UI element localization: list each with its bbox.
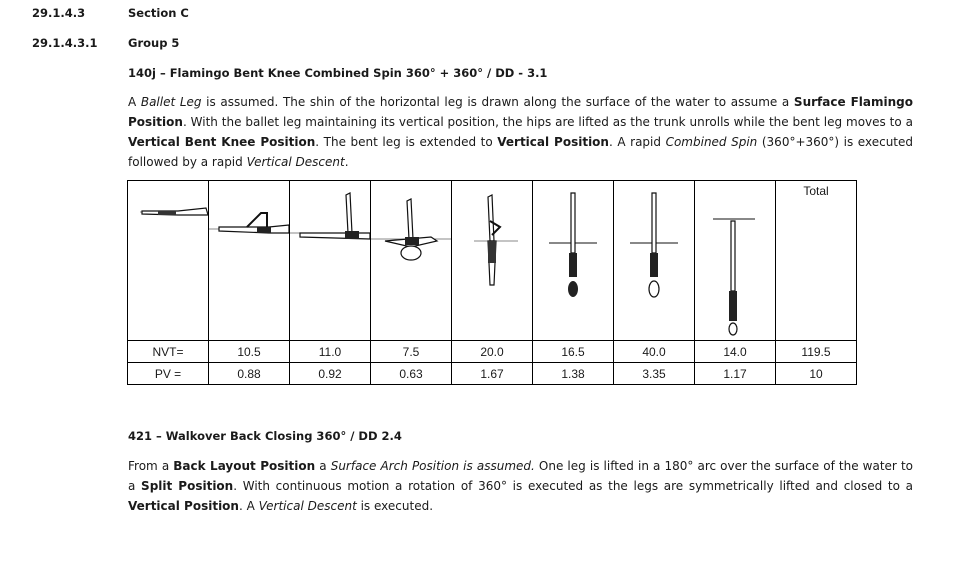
pv-value: 3.35 (614, 363, 695, 385)
total-header-cell (776, 181, 857, 341)
nvt-value: 16.5 (533, 341, 614, 363)
figure-cell-8 (695, 181, 776, 341)
pv-value: 0.88 (209, 363, 290, 385)
ballet-leg-vertical-icon (290, 181, 370, 340)
section-number: 29.1.4.3 (32, 6, 86, 20)
nvt-value: 14.0 (695, 341, 776, 363)
figure-140j-description: A Ballet Leg is assumed. The shin of the horizontal leg is drawn along the surface of the water to assume a Surface Flamingo Position. With the ballet leg maintaining its vertical position, the hips are lifted as the trunk unrolls while the bent leg moves to a Vertical Bent Knee Position. The bent leg is extended to Vertical Position. A rapid Combined Spin (360°+360°) is executed followed by a rapid Vertical Descent. (128, 95, 914, 169)
pv-total: 10 (776, 363, 857, 385)
figure-421-description: From a Back Layout Position a Surface Arch Position is assumed. One leg is lifted in a 180° arc over the surface of the water to a Split Position. With continuous motion a rotation of 360° is executed as the legs are symmetrically lifted and closed to a Vertical Position. A Vertical Descent is executed. (128, 459, 914, 513)
surface-ballet-leg-icon (128, 181, 208, 340)
nvt-label: NVT= (128, 341, 209, 363)
pv-label: PV = (128, 363, 209, 385)
figure-cell-6 (533, 181, 614, 341)
group-title: Group 5 (128, 36, 180, 50)
nvt-total: 119.5 (776, 341, 857, 363)
figure-cell-5 (452, 181, 533, 341)
nvt-value: 11.0 (290, 341, 371, 363)
total-label: Total (803, 184, 829, 198)
vertical-bent-knee-icon (452, 181, 532, 340)
figure-421-heading: 421 – Walkover Back Closing 360° / DD 2.4 (128, 429, 402, 443)
figure-140j-table (127, 180, 857, 385)
figure-cell-3 (290, 181, 371, 341)
surface-flamingo-icon (209, 181, 289, 340)
nvt-value: 10.5 (209, 341, 290, 363)
pv-row (128, 363, 857, 385)
section-title: Section C (128, 6, 189, 20)
pv-value: 0.92 (290, 363, 371, 385)
group-number: 29.1.4.3.1 (32, 36, 98, 50)
vertical-position-icon (533, 181, 613, 340)
combined-spin-icon (614, 181, 694, 340)
pv-value: 1.17 (695, 363, 776, 385)
figure-140j-heading: 140j – Flamingo Bent Knee Combined Spin 360° + 360° / DD - 3.1 (128, 66, 548, 80)
figure-cell-2 (209, 181, 290, 341)
nvt-row (128, 341, 857, 363)
figure-cell-1 (128, 181, 209, 341)
hips-lifting-icon (371, 181, 451, 340)
nvt-value: 20.0 (452, 341, 533, 363)
pv-value: 1.38 (533, 363, 614, 385)
nvt-value: 40.0 (614, 341, 695, 363)
nvt-value: 7.5 (371, 341, 452, 363)
pv-value: 1.67 (452, 363, 533, 385)
vertical-descent-icon (695, 181, 775, 340)
pv-value: 0.63 (371, 363, 452, 385)
figure-cell-4 (371, 181, 452, 341)
figure-cell-7 (614, 181, 695, 341)
